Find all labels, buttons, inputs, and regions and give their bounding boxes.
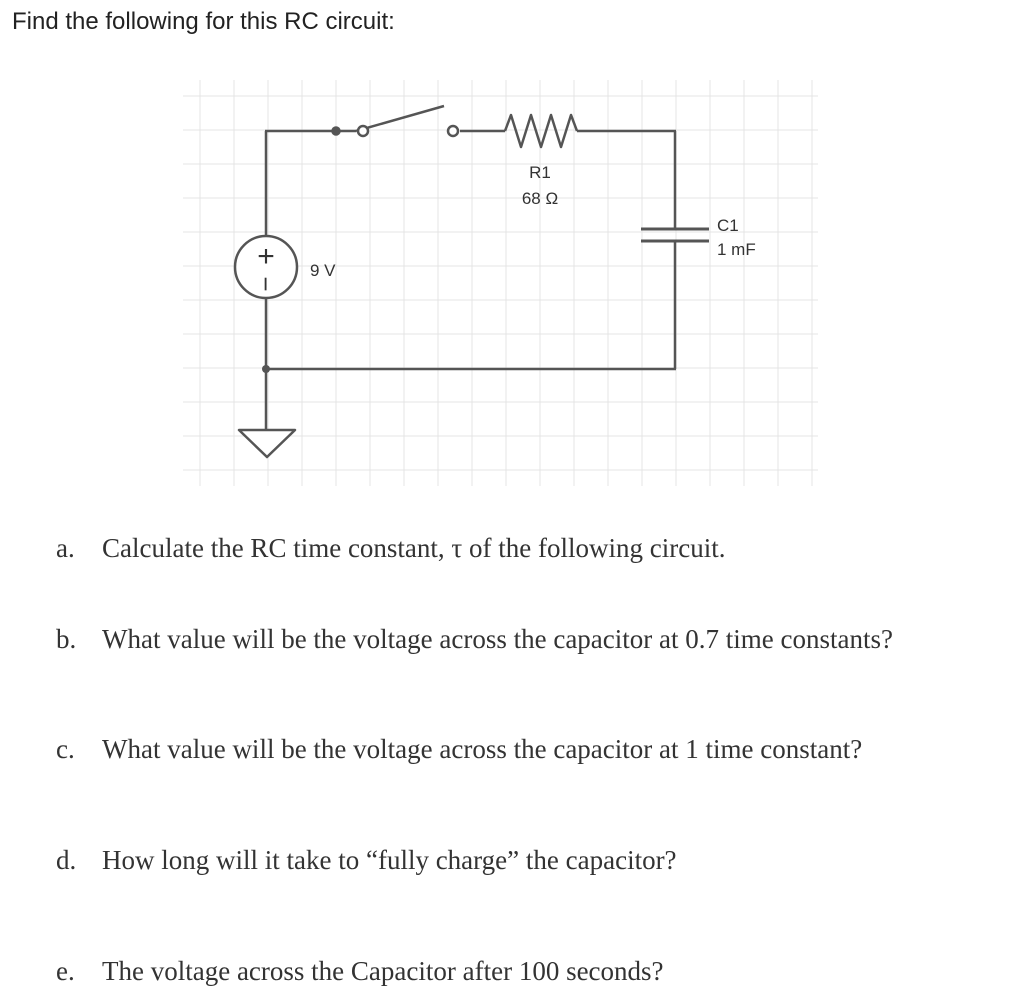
question-letter: c. xyxy=(56,734,75,764)
resistor-r1 xyxy=(505,115,577,147)
question-letter: d. xyxy=(56,845,77,875)
circuit-wires xyxy=(265,131,676,430)
question-text: How long will it take to “fully charge” the capacitor? xyxy=(102,845,677,875)
capacitor-name: C1 xyxy=(717,216,739,235)
question-text: Calculate the RC time constant, τ of the following circuit. xyxy=(102,533,726,563)
question-text: What value will be the voltage across the capacitor at 0.7 time constants? xyxy=(102,624,893,654)
capacitor-value: 1 mF xyxy=(717,240,756,259)
question-text: What value will be the voltage across the capacitor at 1 time constant? xyxy=(102,734,863,764)
capacitor-c1 xyxy=(641,229,709,241)
switch-right-terminal xyxy=(448,126,458,136)
source-voltage-label: 9 V xyxy=(310,261,336,280)
question-e xyxy=(56,956,664,987)
question-c xyxy=(56,734,862,765)
question-letter: b. xyxy=(56,624,77,654)
question-d xyxy=(56,845,677,876)
question-a xyxy=(56,533,725,564)
resistor-name: R1 xyxy=(529,163,551,182)
switch-node-dot xyxy=(333,128,340,135)
junction-dot xyxy=(262,365,270,373)
page-title: Find the following for this RC circuit: xyxy=(12,8,395,35)
switch-left-terminal xyxy=(358,126,368,136)
question-letter: a. xyxy=(56,533,75,563)
question-text: The voltage across the Capacitor after 100 seconds? xyxy=(102,956,664,986)
source-plus-sign: + xyxy=(257,240,275,273)
question-b xyxy=(56,624,893,655)
question-letter: e. xyxy=(56,956,75,986)
source-minus-sign: − xyxy=(251,276,281,292)
resistor-value: 68 Ω xyxy=(521,189,559,208)
ground-icon xyxy=(239,430,295,457)
